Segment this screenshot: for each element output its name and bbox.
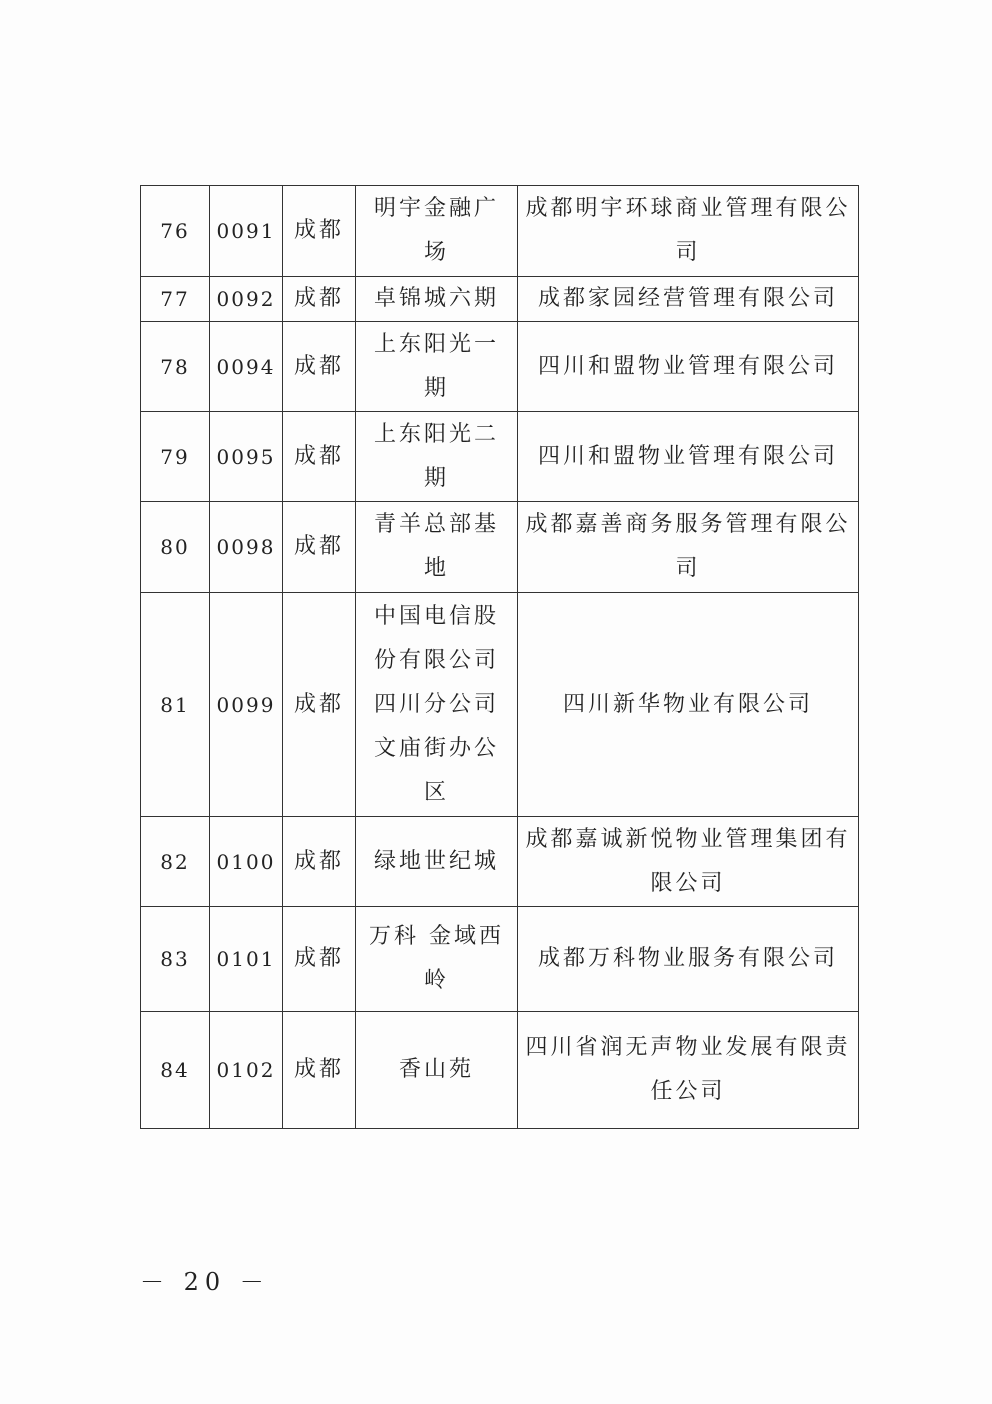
project-code-cell: 0098 — [210, 502, 283, 593]
city-cell: 成都 — [283, 817, 356, 907]
project-code-cell: 0100 — [210, 817, 283, 907]
city-cell: 成都 — [283, 1012, 356, 1129]
company-name-cell: 成都嘉诚新悦物业管理集团有限公司 — [518, 817, 859, 907]
project-name-cell: 卓锦城六期 — [356, 277, 518, 322]
project-name-cell: 明宇金融广场 — [356, 186, 518, 277]
company-name-cell: 四川新华物业有限公司 — [518, 593, 859, 817]
project-name-cell: 上东阳光一期 — [356, 322, 518, 412]
row-number-cell: 83 — [141, 907, 210, 1012]
row-number-cell: 78 — [141, 322, 210, 412]
project-name-cell: 青羊总部基地 — [356, 502, 518, 593]
page-number: － 20 － — [140, 1268, 270, 1296]
row-number-cell: 79 — [141, 412, 210, 502]
city-cell: 成都 — [283, 412, 356, 502]
company-name-cell: 成都明宇环球商业管理有限公司 — [518, 186, 859, 277]
company-name-cell: 四川和盟物业管理有限公司 — [518, 412, 859, 502]
city-cell: 成都 — [283, 186, 356, 277]
company-name-cell: 四川省润无声物业发展有限责任公司 — [518, 1012, 859, 1129]
table-row — [141, 277, 859, 322]
project-code-cell: 0092 — [210, 277, 283, 322]
table-row — [141, 1012, 859, 1129]
project-name-cell: 上东阳光二期 — [356, 412, 518, 502]
company-name-cell: 成都家园经营管理有限公司 — [518, 277, 859, 322]
project-name-cell: 中国电信股份有限公司四川分公司文庙街办公区 — [356, 593, 518, 817]
project-code-cell: 0102 — [210, 1012, 283, 1129]
table-row — [141, 907, 859, 1012]
city-cell: 成都 — [283, 593, 356, 817]
project-code-cell: 0091 — [210, 186, 283, 277]
city-cell: 成都 — [283, 502, 356, 593]
row-number-cell: 80 — [141, 502, 210, 593]
table-row — [141, 502, 859, 593]
project-code-cell: 0095 — [210, 412, 283, 502]
row-number-cell: 77 — [141, 277, 210, 322]
table-row — [141, 412, 859, 502]
row-number-cell: 81 — [141, 593, 210, 817]
table-row — [141, 593, 859, 817]
company-name-cell: 四川和盟物业管理有限公司 — [518, 322, 859, 412]
row-number-cell: 76 — [141, 186, 210, 277]
project-code-cell: 0099 — [210, 593, 283, 817]
table-row — [141, 322, 859, 412]
project-name-cell: 绿地世纪城 — [356, 817, 518, 907]
table-row — [141, 817, 859, 907]
project-name-cell: 香山苑 — [356, 1012, 518, 1129]
project-code-cell: 0094 — [210, 322, 283, 412]
city-cell: 成都 — [283, 907, 356, 1012]
property-registry-table — [140, 185, 859, 1129]
row-number-cell: 84 — [141, 1012, 210, 1129]
city-cell: 成都 — [283, 277, 356, 322]
city-cell: 成都 — [283, 322, 356, 412]
project-code-cell: 0101 — [210, 907, 283, 1012]
table-row — [141, 186, 859, 277]
company-name-cell: 成都嘉善商务服务管理有限公司 — [518, 502, 859, 593]
row-number-cell: 82 — [141, 817, 210, 907]
project-name-cell: 万科 金域西岭 — [356, 907, 518, 1012]
company-name-cell: 成都万科物业服务有限公司 — [518, 907, 859, 1012]
